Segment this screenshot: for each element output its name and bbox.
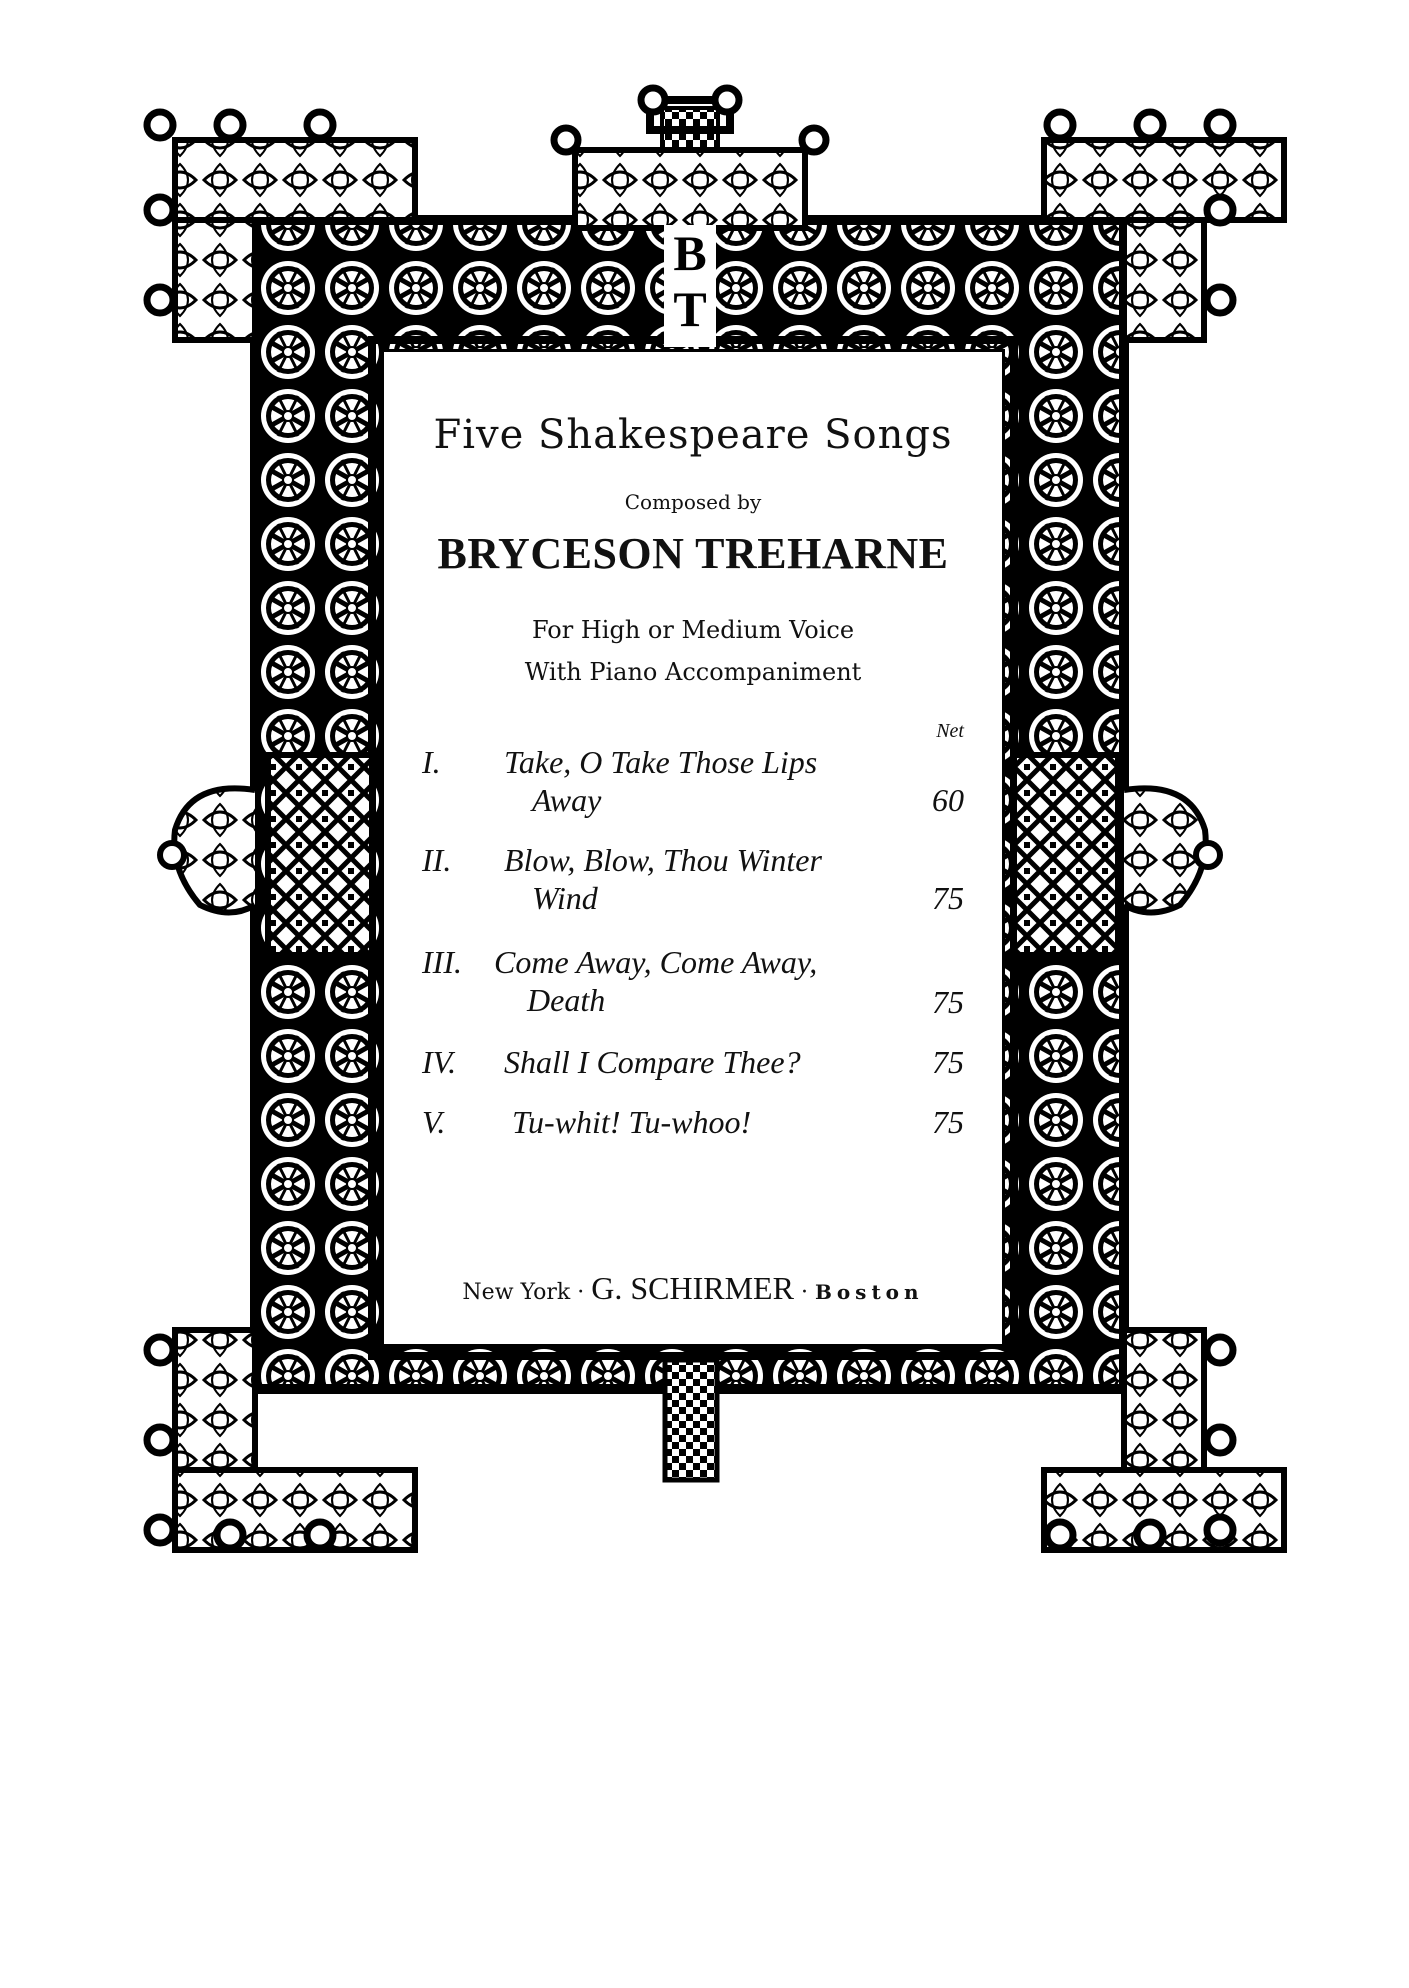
right-zigzag-panel [1014,755,1118,955]
ring-ornament [307,1522,333,1548]
song-price: 75 [932,880,964,916]
song-price: 75 [932,1044,964,1080]
song-numeral: III. [422,944,462,980]
bottom-checker-block [665,1360,717,1480]
left-zigzag-panel [268,755,372,955]
song-numeral: II. [422,842,452,878]
ring-ornament [217,112,243,138]
song-title: Come Away, Come Away, [494,944,818,980]
ring-ornament [1137,1522,1163,1548]
song-title-continued: Wind [532,880,598,916]
ring-ornament [1207,287,1233,313]
title-panel [384,352,1002,1344]
publisher-city-2: Boston [814,1280,924,1304]
song-numeral: IV. [422,1044,457,1080]
publisher-city-1: New York [462,1280,571,1305]
composer-name: BRYCESON TREHARNE [437,529,949,578]
voice-line: For High or Medium Voice [531,616,855,644]
right-side-ornament [1124,788,1220,912]
ring-ornament [147,197,173,223]
song-title-continued: Death [527,982,606,1018]
page-title: Five Shakespeare Songs [433,412,953,458]
song-title: Take, O Take Those Lips [504,744,818,780]
monogram-letter-top: B [673,225,707,281]
song-title: Tu-whit! Tu-whoo! [512,1104,752,1140]
ring-ornament [1207,1337,1233,1363]
ring-ornament [147,287,173,313]
monogram-letter-bottom: T [673,281,707,337]
song-price: 75 [932,1104,964,1140]
ring-ornament [147,112,173,138]
ring-ornament [217,1522,243,1548]
song-numeral: V. [422,1104,446,1140]
ring-ornament [307,112,333,138]
ring-ornament [1047,112,1073,138]
ring-ornament [147,1427,173,1453]
composed-by-label: Composed by [624,490,762,514]
separator: · [577,1280,585,1305]
accompaniment-line: With Piano Accompaniment [524,658,862,686]
separator: · [800,1280,808,1305]
song-price: 60 [932,782,964,818]
song-title: Shall I Compare Thee? [504,1044,801,1080]
ring-ornament [1207,1517,1233,1543]
ring-ornament [1137,112,1163,138]
ring-ornament [1207,1427,1233,1453]
ring-ornament [1047,1522,1073,1548]
song-numeral: I. [422,744,441,780]
monogram [664,225,716,347]
publisher-line [384,1270,1002,1307]
publisher-house: G. SCHIRMER [591,1270,794,1306]
ring-ornament [147,1517,173,1543]
song-title-continued: Away [532,782,602,818]
left-side-ornament [160,788,255,912]
ring-ornament [1207,197,1233,223]
price-header: Net [936,720,964,742]
song-title: Blow, Blow, Thou Winter [504,842,822,878]
ring-ornament [147,1337,173,1363]
ring-ornament [1207,112,1233,138]
song-price: 75 [932,984,964,1020]
